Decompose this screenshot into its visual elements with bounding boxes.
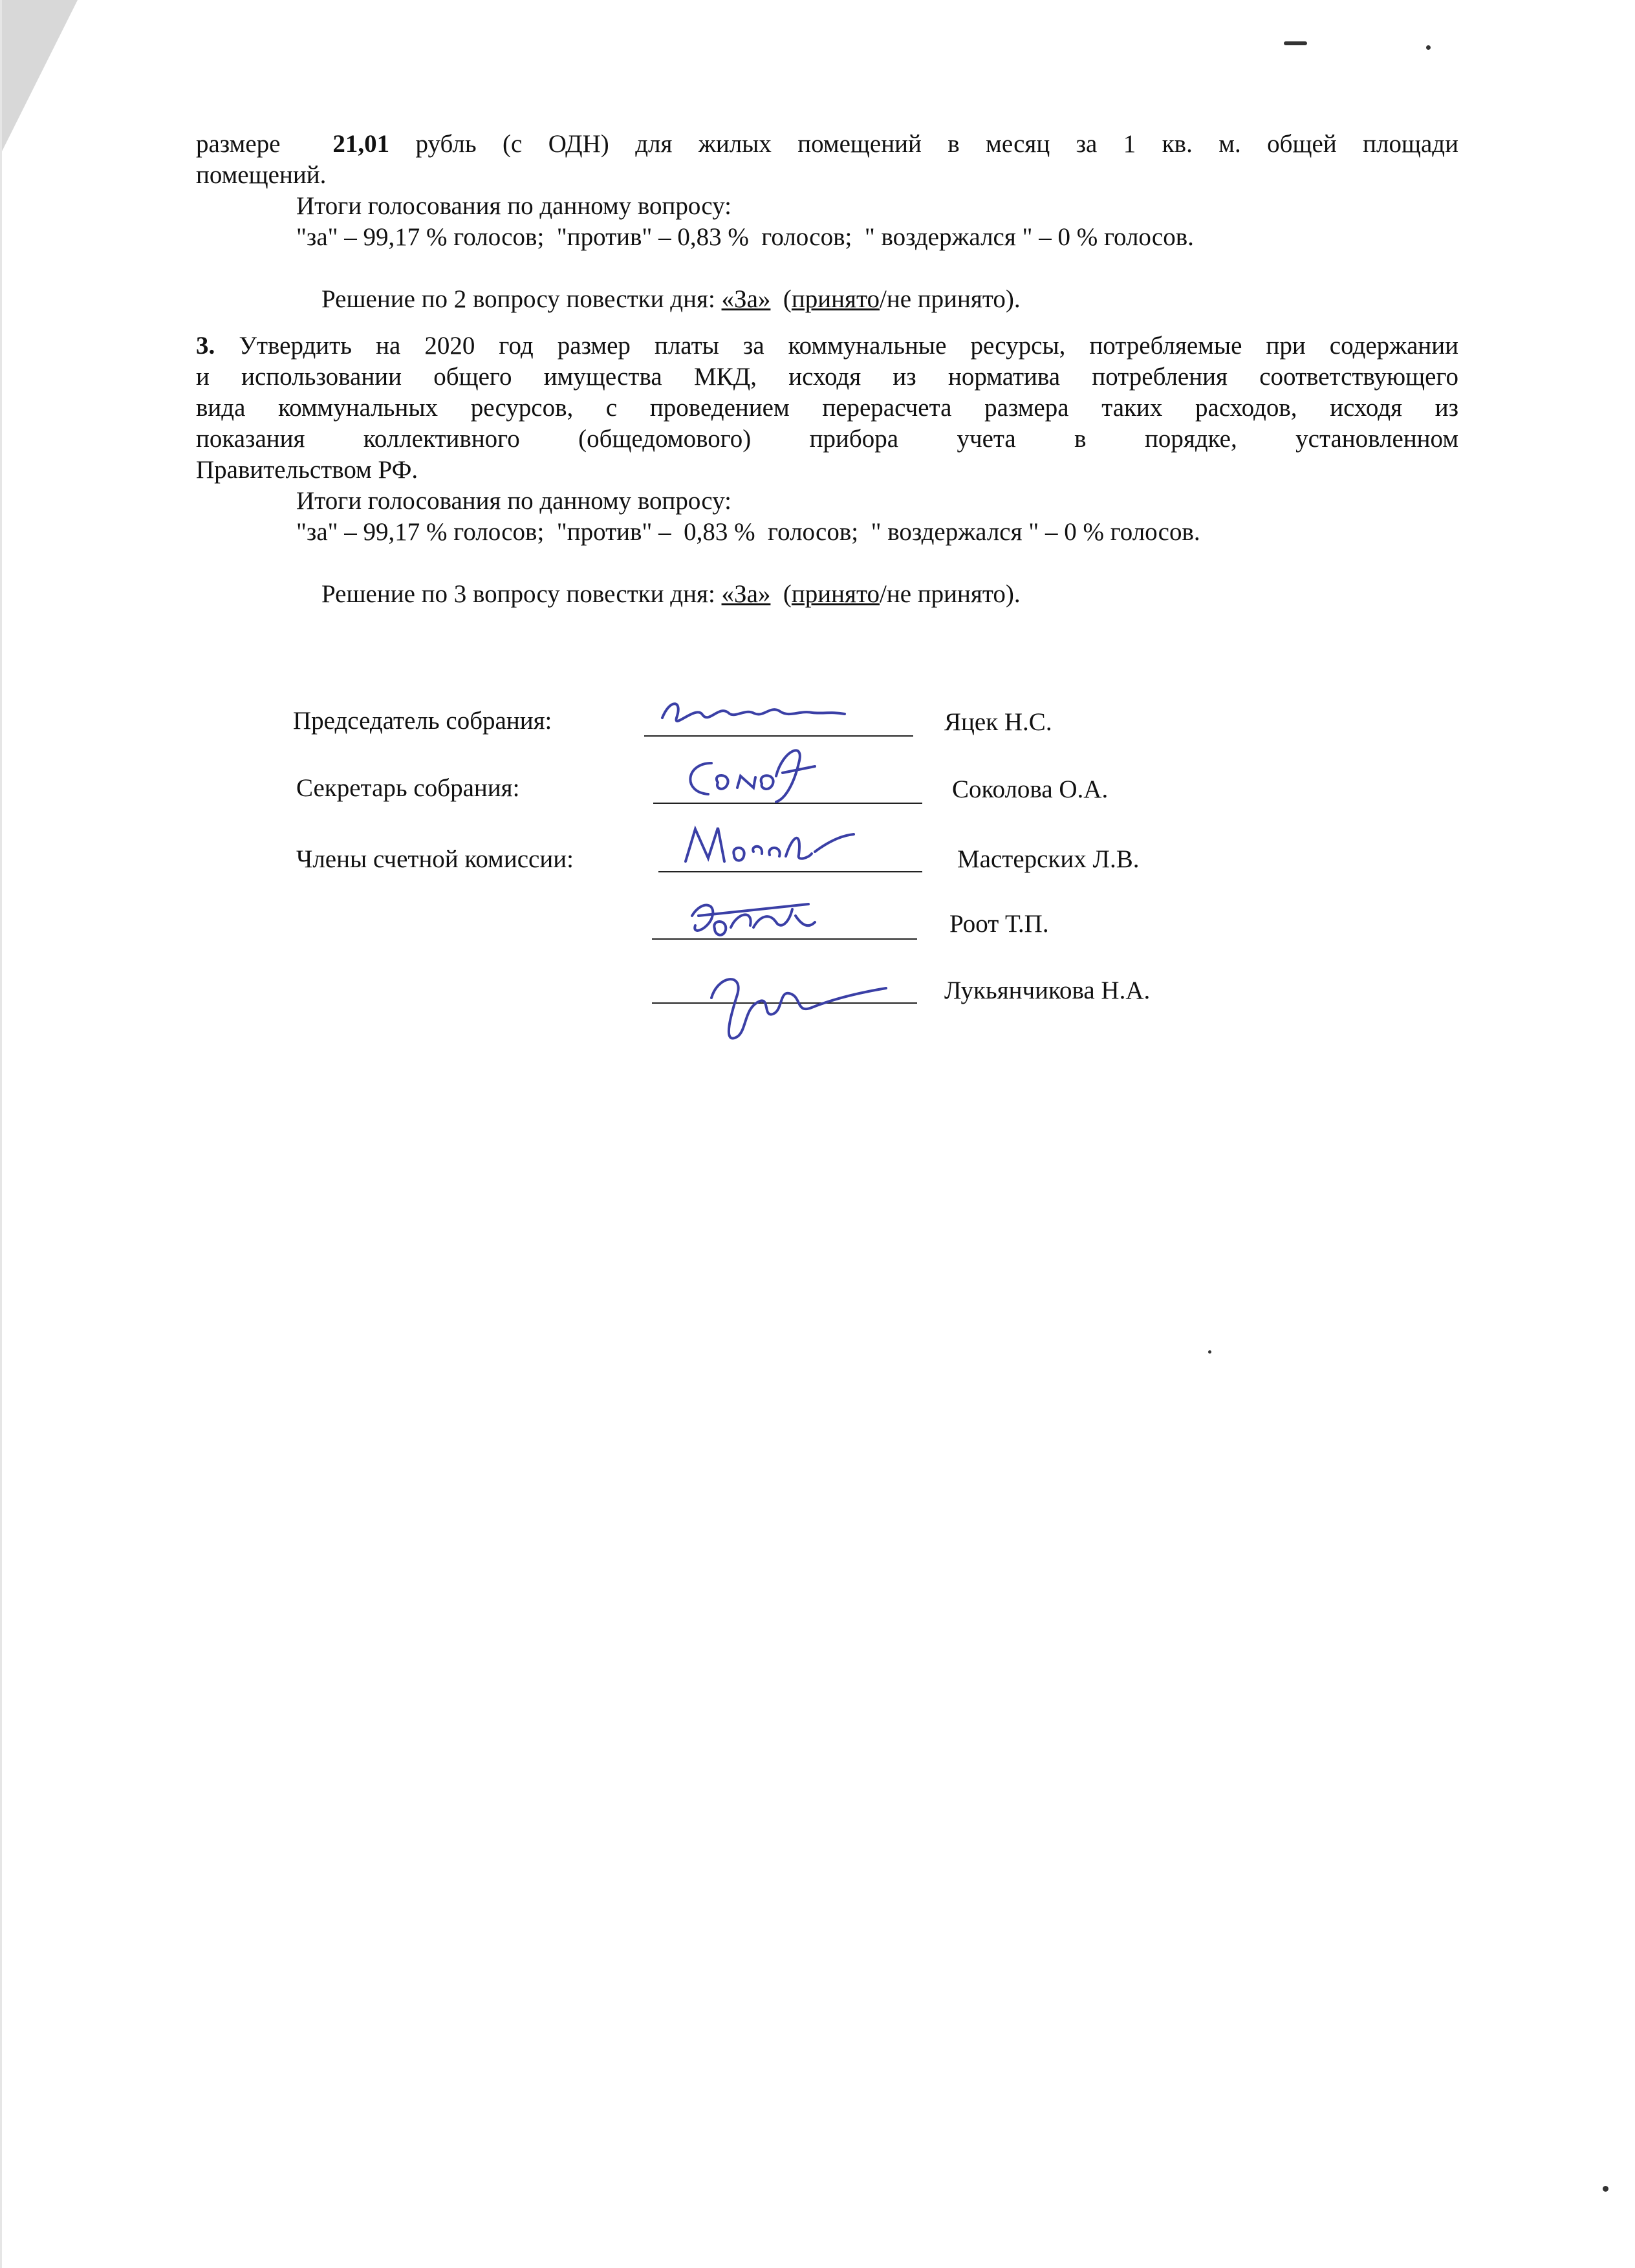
section3-line4: показания коллективного (общедомового) прибора учета в порядке, установленном [196, 425, 1458, 453]
section2-line2: помещений. [196, 161, 327, 189]
section3-line5: Правительством РФ. [196, 456, 418, 484]
chair-name: Яцек Н.С. [944, 708, 1052, 736]
member3-name: Лукьянчикова Н.А. [944, 977, 1151, 1004]
decision-rest: /не принято). [880, 580, 1021, 608]
scan-speck [1284, 41, 1307, 45]
chair-label: Председатель собрания: [293, 707, 552, 735]
section3-number: 3. [196, 332, 215, 360]
section2-results-title: Итоги голосования по данному вопросу: [296, 192, 732, 220]
decision-accepted: принято [791, 580, 880, 608]
section3-line1 [196, 330, 1458, 362]
secretary-signature [679, 737, 821, 808]
chair-signature [657, 692, 851, 740]
scan-speck [1426, 45, 1431, 50]
section3-text: Утвердить на 2020 год размер платы за коммунальные ресурсы, потребляемые при содержании [239, 332, 1458, 360]
section3-line2: и использовании общего имущества МКД, исходя из норматива потребления соответствующего [196, 363, 1458, 391]
decision-sep: ( [770, 580, 792, 608]
section3-results-title: Итоги голосования по данному вопросу: [296, 487, 732, 515]
decision-vote: «За» [721, 285, 771, 313]
scan-speck [1603, 2186, 1608, 2192]
scan-speck [1208, 1350, 1211, 1354]
tariff-value: 21,01 [332, 130, 390, 158]
member1-signature [679, 816, 860, 874]
scan-edge-line [0, 0, 2, 2268]
decision-sep: ( [770, 285, 792, 313]
section3-line3: вида коммунальных ресурсов, с проведением перерасчета размера таких расходов, исходя из [196, 394, 1458, 422]
secretary-label: Секретарь собрания: [296, 774, 520, 802]
decision-prefix: Решение по 3 вопросу повестки дня: [321, 580, 722, 608]
section2-results: "за" – 99,17 % голосов; "против" – 0,83 % голосов; " воздержался " – 0 % голосов. [296, 223, 1194, 251]
member3-signature [698, 962, 893, 1056]
scan-edge-shadow [0, 0, 78, 155]
member2-signature [679, 890, 821, 948]
member1-name: Мастерских Л.В. [957, 845, 1140, 873]
section2-line1 [196, 129, 1458, 160]
section3-decision [196, 548, 1559, 641]
secretary-name: Соколова О.А. [952, 775, 1109, 803]
member2-name: Роот Т.П. [949, 910, 1049, 938]
decision-rest: /не принято). [880, 285, 1021, 313]
commission-label: Члены счетной комиссии: [296, 845, 574, 873]
section3-results: "за" – 99,17 % голосов; "против" – 0,83 % голосов; " воздержался " – 0 % голосов. [296, 518, 1200, 546]
section2-text-b: рубль (с ОДН) для жилых помещений в месяц за 1 кв. м. общей площади [415, 130, 1459, 158]
section2-text-a: размере [196, 130, 281, 158]
decision-prefix: Решение по 2 вопросу повестки дня: [321, 285, 722, 313]
decision-vote: «За» [721, 580, 771, 608]
decision-accepted: принято [791, 285, 880, 313]
